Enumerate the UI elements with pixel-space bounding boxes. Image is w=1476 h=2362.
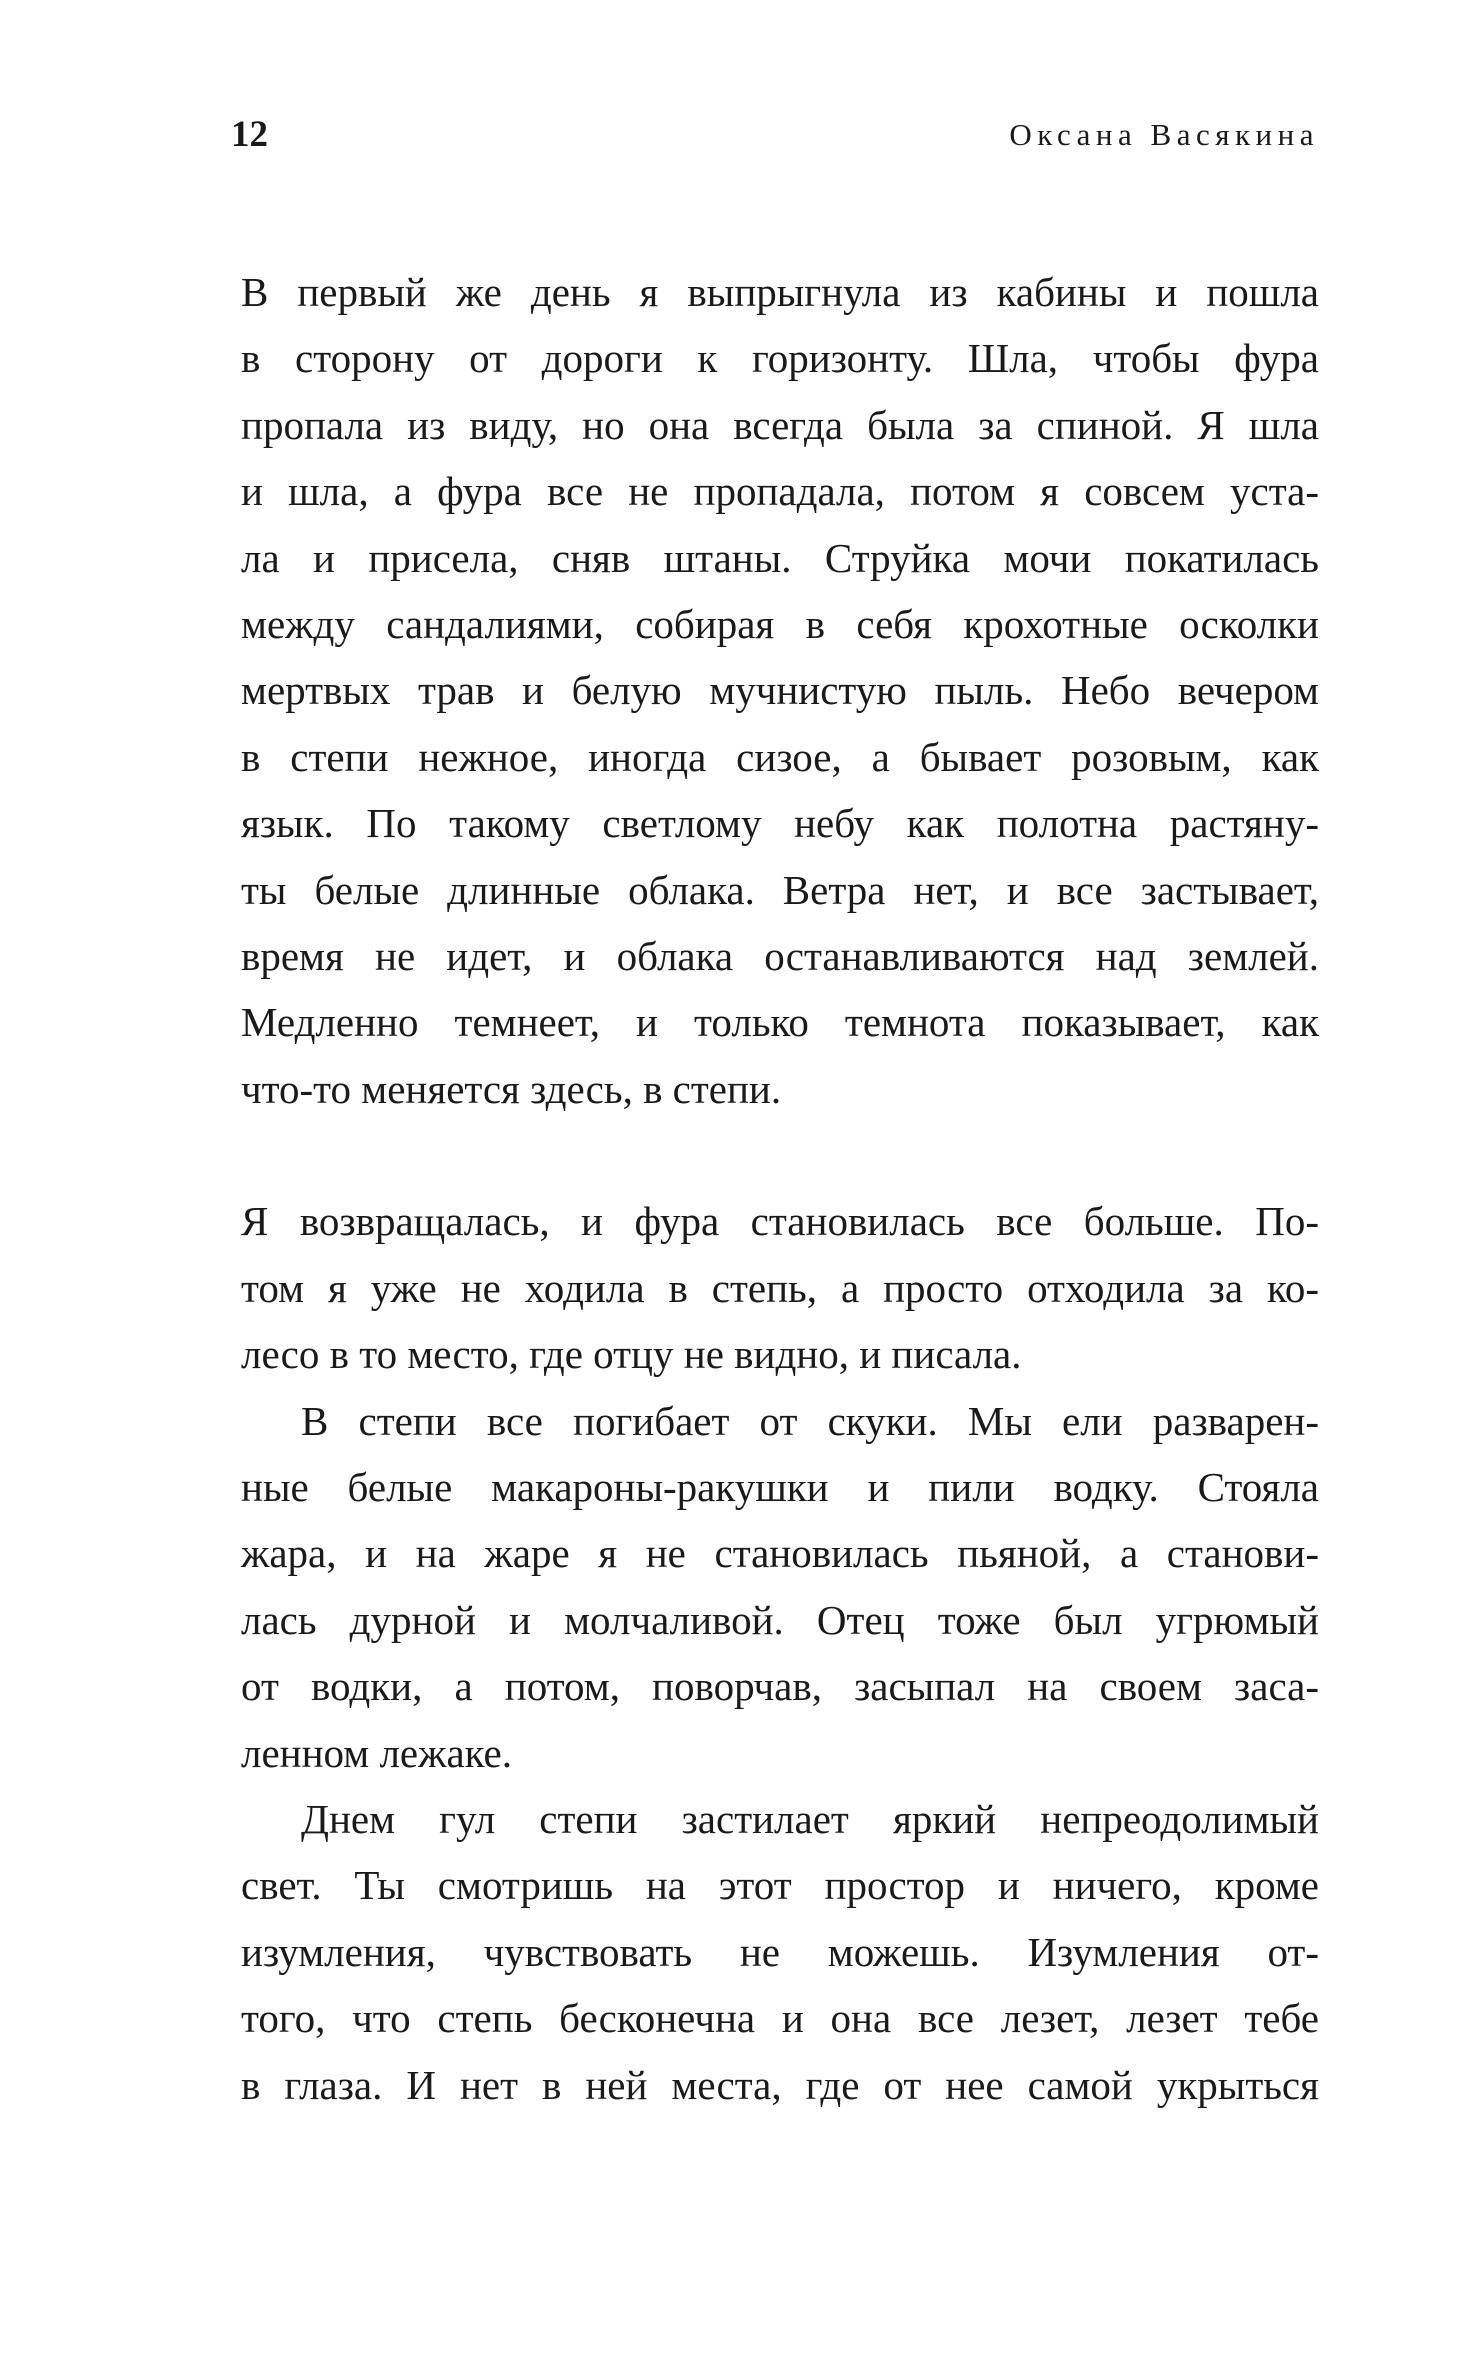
text-line: между сандалиями, собирая в себя крохотные осколки [241,600,1319,647]
running-head-author: Оксана Васякина [1009,117,1319,152]
text-line: язык. По такому светлому небу как полотна растяну- [241,800,1319,847]
text-line: лесо в то место, где отцу не видно, и писала. [241,1331,1022,1378]
text-line: в степи нежное, иногда сизое, а бывает розовым, как [241,733,1319,780]
text-line: ла и присела, сняв штаны. Струйка мочи покатилась [241,534,1319,581]
text-line: жара, и на жаре я не становилась пьяной, а станови- [241,1530,1319,1577]
text-line: ты белые длинные облака. Ветра нет, и все застывает, [241,866,1319,913]
text-line: том я уже не ходила в степь, а просто отходила за ко- [241,1264,1319,1311]
text-line: от водки, а потом, поворчав, засыпал на своем заса- [241,1663,1319,1710]
text-line: пропала из виду, но она всегда была за спиной. Я шла [241,401,1319,448]
text-line: в сторону от дороги к горизонту. Шла, чтобы фура [241,335,1319,382]
text-line: того, что степь бесконечна и она все лезет, лезет тебе [241,1995,1319,2042]
paragraph [241,1786,1319,2118]
page-number: 12 [231,114,268,155]
text-line: что-то меняется здесь, в степи. [241,1065,782,1112]
text-line: время не идет, и облака останавливаются над землей. [241,932,1319,979]
text-line: свет. Ты смотришь на этот простор и ничего, кроме [241,1862,1319,1909]
text-line: Медленно темнеет, и только темнота показывает, как [241,999,1319,1046]
paragraph-gap [241,1122,1319,1188]
text-line: в глаза. И нет в ней места, где от нее самой укрыться [241,2061,1319,2108]
text-line: Днем гул степи застилает яркий непреодолимый [301,1795,1319,1842]
paragraph [241,1188,1319,1387]
text-line: лась дурной и молчаливой. Отец тоже был угрюмый [241,1596,1319,1643]
text-line: и шла, а фура все не пропадала, потом я совсем уста- [241,468,1319,515]
text-line: изумления, чувствовать не можешь. Изумления от- [241,1928,1319,1975]
text-line: мертвых трав и белую мучнистую пыль. Небо вечером [241,667,1319,714]
text-line: В степи все погибает от скуки. Мы ели разварен- [301,1397,1319,1444]
text-line: ные белые макароны-ракушки и пили водку. Стояла [241,1464,1319,1511]
body-text [241,259,1319,2118]
text-line: Я возвращалась, и фура становилась все больше. По- [241,1198,1319,1245]
text-line: В первый же день я выпрыгнула из кабины и пошла [241,269,1319,315]
paragraph [241,1388,1319,1786]
text-line: ленном лежаке. [241,1729,512,1776]
paragraph [241,259,1319,1122]
